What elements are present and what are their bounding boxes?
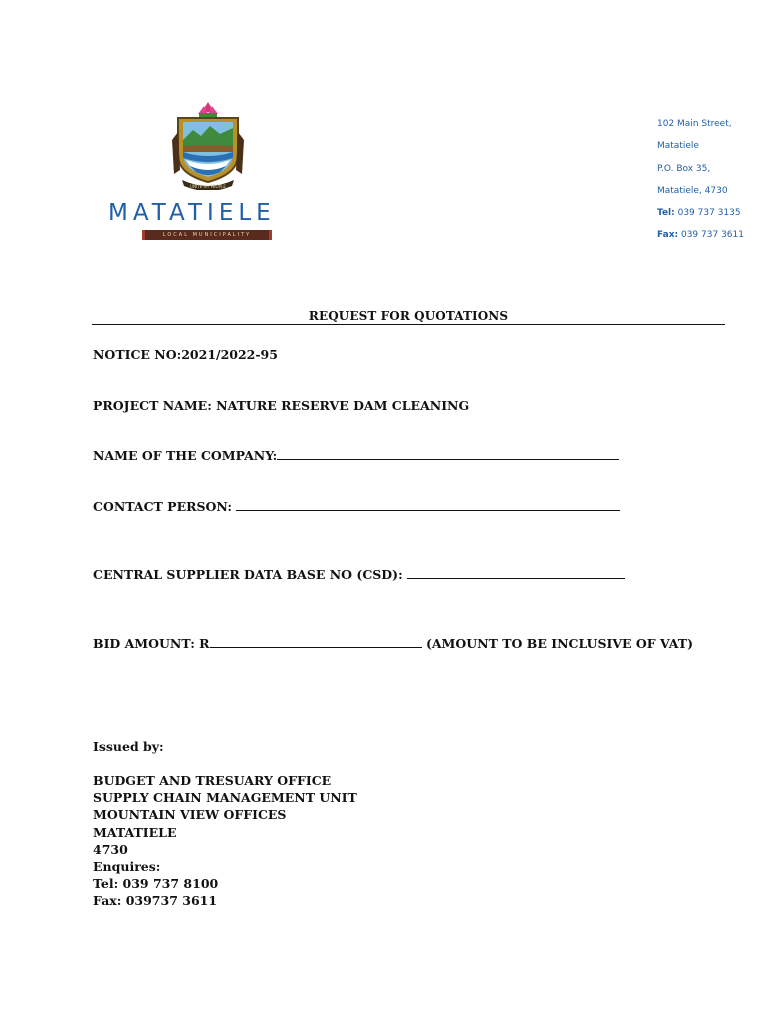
issuer-line: Fax: 039737 3611 [93,893,218,909]
address-tel [657,208,767,230]
fax-label: Fax: [657,230,679,241]
contact-person-label: CONTACT PERSON: [93,499,233,514]
bid-amount-field [93,636,693,651]
issuer-line: BUDGET AND TRESUARY OFFICE [93,773,332,788]
contact-person-field [93,499,620,514]
document-title-row [92,309,725,325]
address-town: Matatiele [657,141,699,152]
coat-of-arms-icon [168,100,248,190]
bid-amount-label: BID AMOUNT: R [93,636,210,651]
issuer-line: MOUNTAIN VIEW OFFICES [93,807,287,823]
notice-number: NOTICE NO:2021/2022-95 [93,347,278,362]
tel-number: 039 737 3135 [677,208,741,219]
bid-amount-blank[interactable] [210,637,422,648]
issuer-line: SUPPLY CHAIN MANAGEMENT UNIT [93,790,357,806]
issued-by-label: Issued by: [93,739,164,754]
title-divider [92,324,725,325]
address-block [657,119,767,253]
logo-subtitle: LOCAL MUNICIPALITY [142,230,272,240]
issuer-block [93,772,357,910]
municipality-logo [108,100,308,250]
document-title: REQUEST FOR QUOTATIONS [308,309,509,323]
address-fax [657,230,767,252]
issuer-line: Enquires: [93,859,161,875]
address-po-box: P.O. Box 35, [657,163,711,174]
project-name: PROJECT NAME: NATURE RESERVE DAM CLEANING [93,398,470,413]
tel-label: Tel: [657,208,675,219]
csd-number-blank[interactable] [407,568,625,579]
issuer-line: 4730 [93,841,128,857]
address-street: 102 Main Street, [657,119,732,129]
logo-motto: UNITE MY PEOPLE [190,184,226,189]
company-name-label: NAME OF THE COMPANY: [93,448,278,463]
issuer-line: MATATIELE [93,824,177,840]
company-name-field [93,448,619,463]
csd-number-field [93,567,625,582]
fax-number: 039 737 3611 [680,230,744,241]
contact-person-blank[interactable] [236,500,620,511]
company-name-blank[interactable] [277,449,619,460]
issuer-line: Tel: 039 737 8100 [93,876,219,892]
address-town-code: Matatiele, 4730 [657,185,728,196]
csd-number-label: CENTRAL SUPPLIER DATA BASE NO (CSD): [93,567,403,582]
logo-name: MATATIELE [108,200,276,226]
bid-amount-note: (AMOUNT TO BE INCLUSIVE OF VAT) [425,636,693,651]
